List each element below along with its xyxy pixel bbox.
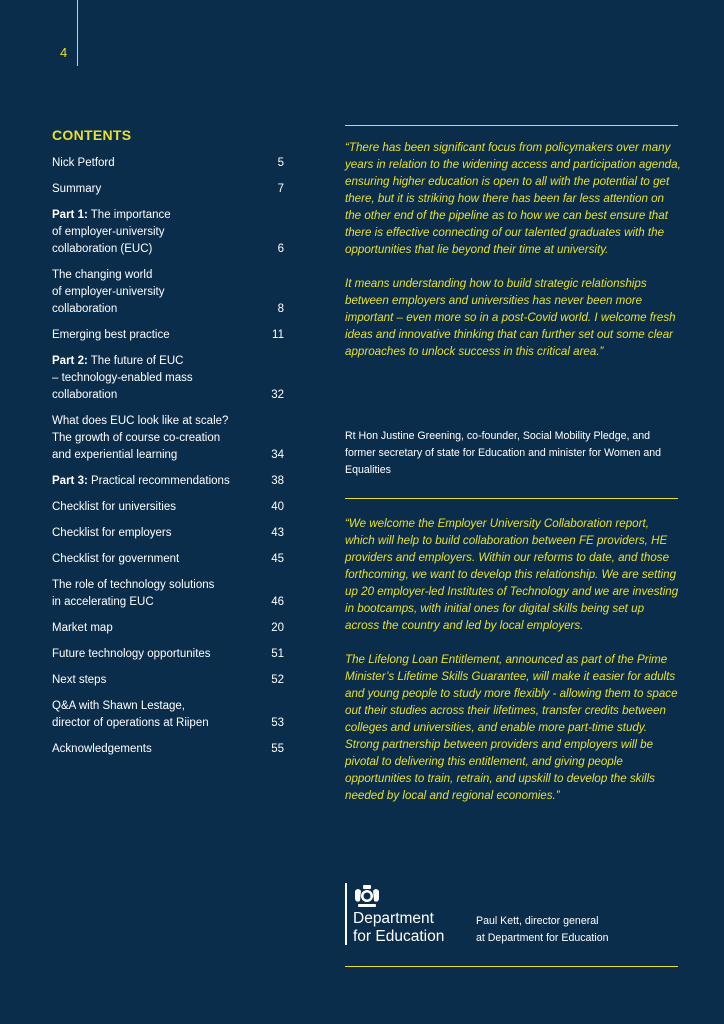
divider-line — [345, 125, 678, 126]
toc-page-number: 38 — [271, 475, 284, 487]
dfe-logo — [345, 883, 465, 945]
page-number: 4 — [60, 45, 68, 60]
toc-page-number: 53 — [271, 717, 284, 729]
divider-line — [345, 498, 678, 499]
toc-item[interactable] — [52, 413, 284, 464]
toc-item-title — [52, 155, 264, 172]
quote-greening — [345, 139, 681, 360]
toc-item[interactable] — [52, 646, 284, 663]
quote-paragraph: The Lifelong Loan Entitlement, announced as part of the Prime Minister’s Lifetime Skills Guarantee, will make it easier for adults and young people to study more flexibly - allowing them to space out their studies across their lifetimes, transfer credits between colleges and universities, and enable more part-time study. Strong partnership between providers and employers will be pivotal to delivering this entitlement, and giving people opportunities to train, retrain, and upskill to develop the skills needed by local and regional economies.” — [345, 653, 678, 802]
toc-item-title — [52, 353, 264, 404]
toc-item-text: Nick Petford — [52, 157, 115, 169]
toc-item-text: Next steps — [52, 674, 107, 686]
attribution-line-2: at Department for Education — [476, 932, 609, 944]
toc-item-text: The future of EUC – technology-enabled mass collaboration — [52, 355, 193, 401]
toc-item-text: Future technology opportunites — [52, 648, 211, 660]
toc-page-number: 40 — [271, 501, 284, 513]
toc-page-number: 8 — [277, 303, 284, 315]
toc-page-number: 43 — [271, 527, 284, 539]
toc-page-number: 51 — [271, 648, 284, 660]
toc-item[interactable] — [52, 620, 284, 637]
toc-item-title — [52, 499, 264, 516]
toc-item-title — [52, 672, 264, 689]
toc-page-number: 55 — [271, 743, 284, 755]
logo-line-2: for Education — [353, 928, 445, 945]
toc-item-title — [52, 525, 264, 542]
toc-page-number: 32 — [271, 389, 284, 401]
toc-item[interactable] — [52, 499, 284, 516]
toc-page-number: 34 — [271, 449, 284, 461]
toc-item[interactable] — [52, 741, 284, 758]
toc-part-label: Part 1: — [52, 209, 88, 221]
toc-item[interactable] — [52, 181, 284, 198]
toc-item-title — [52, 551, 264, 568]
toc-item-text: The changing world of employer-university collaboration — [52, 269, 165, 315]
quote-paragraph: “There has been significant focus from policymakers over many years in relation to the widening access and participation agenda, ensuring higher education is open to all with the potential to get there, but it is striking how there has been far less attention on the other end of the pipeline as to how we can best ensure that there is effective connecting of our talented graduates with the opportunities that lie beyond their time at university. — [345, 141, 681, 256]
toc-item-title — [52, 181, 264, 198]
toc-item[interactable] — [52, 155, 284, 172]
toc-item-title — [52, 413, 264, 464]
toc-item[interactable] — [52, 698, 284, 732]
contents-title: CONTENTS — [52, 127, 132, 143]
toc-page-number: 6 — [277, 243, 284, 255]
toc-item-text: The importance of employer-university collaboration (EUC) — [52, 209, 171, 255]
logo-bar — [345, 883, 347, 945]
toc-item-text: Checklist for employers — [52, 527, 172, 539]
toc-item[interactable] — [52, 327, 284, 344]
toc-page-number: 7 — [277, 183, 284, 195]
toc-item-text: Market map — [52, 622, 113, 634]
toc-item-title — [52, 741, 264, 758]
logo-line-1: Department — [353, 910, 434, 927]
toc-item-text: Emerging best practice — [52, 329, 170, 341]
toc-page-number: 20 — [271, 622, 284, 634]
toc-item[interactable] — [52, 267, 284, 318]
toc-item-title — [52, 207, 264, 258]
toc-item[interactable] — [52, 353, 284, 404]
toc-item-text: The role of technology solutions in accelerating EUC — [52, 579, 215, 608]
toc-page-number: 52 — [271, 674, 284, 686]
divider-line — [345, 966, 678, 967]
toc-page-number: 46 — [271, 596, 284, 608]
toc-item[interactable] — [52, 672, 284, 689]
toc-item-text: Checklist for government — [52, 553, 180, 565]
toc-item-title — [52, 473, 264, 490]
toc-part-label: Part 2: — [52, 355, 88, 367]
toc-item-text: What does EUC look like at scale? The growth of course co-creation and experiential learning — [52, 415, 229, 461]
quote-greening-attribution: Rt Hon Justine Greening, co-founder, Social Mobility Pledge, and former secretary of state for Education and minister for Women and Equalities — [345, 430, 661, 476]
royal-crest-icon — [352, 883, 382, 909]
toc-item-title — [52, 267, 264, 318]
toc-item[interactable] — [52, 473, 284, 490]
toc-page-number: 11 — [272, 329, 284, 341]
toc-item-text: Checklist for universities — [52, 501, 176, 513]
table-of-contents — [52, 155, 284, 767]
quote-dfe-attribution — [476, 913, 609, 947]
toc-item-title — [52, 646, 264, 663]
toc-page-number: 45 — [271, 553, 284, 565]
page-top-rule — [77, 0, 78, 66]
toc-item-text: Practical recommendations — [87, 475, 230, 487]
toc-item-title — [52, 698, 264, 732]
quote-paragraph: “We welcome the Employer University Collaboration report, which will help to build collaboration between FE providers, HE providers and employers. Within our reforms to date, and those forthcoming, we want to develop this relationship. We are setting up 20 employer-led Institutes of Technology and we are investing in bootcamps, with initial ones for digital skills being set up across the country and led by local employers. — [345, 517, 679, 632]
toc-item-text: Q&A with Shawn Lestage, director of operations at Riipen — [52, 700, 209, 729]
toc-part-label: Part 3: — [52, 475, 88, 487]
attribution-line-1: Paul Kett, director general — [476, 915, 599, 927]
toc-item[interactable] — [52, 551, 284, 568]
toc-item[interactable] — [52, 577, 284, 611]
toc-item-title — [52, 620, 264, 637]
toc-page-number: 5 — [277, 157, 284, 169]
quote-paragraph: It means understanding how to build strategic relationships between employers and universities has never been more important – even more so in a post-Covid world. I welcome fresh ideas and innovative thinking that can further set out some clear approaches to unlock success in this critical area.” — [345, 277, 676, 358]
toc-item-title — [52, 327, 264, 344]
toc-item-text: Acknowledgements — [52, 743, 152, 755]
toc-item-title — [52, 577, 264, 611]
toc-item[interactable] — [52, 525, 284, 542]
toc-item[interactable] — [52, 207, 284, 258]
logo-wordmark — [353, 910, 444, 946]
quote-dfe — [345, 515, 681, 804]
toc-item-text: Summary — [52, 183, 102, 195]
